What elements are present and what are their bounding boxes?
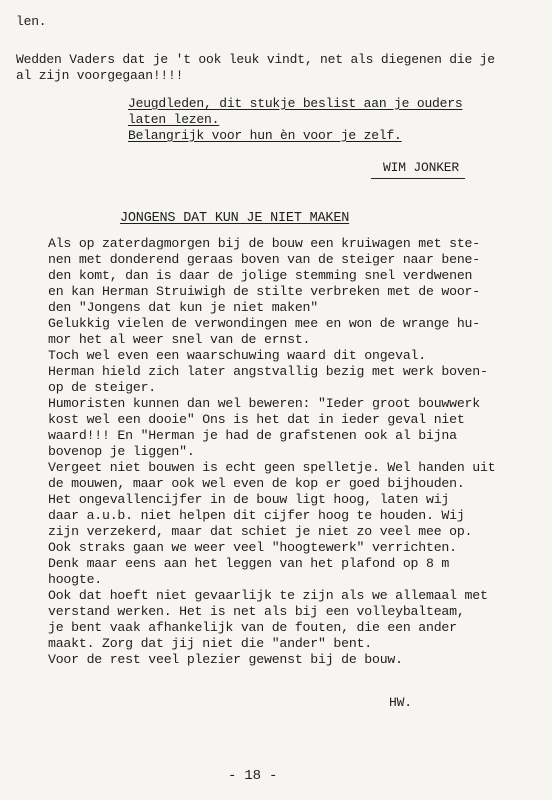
- article-line: bovenop je liggen".: [48, 444, 195, 459]
- article-line: nen met donderend geraas boven van de steiger naar bene-: [48, 252, 480, 267]
- article-line: Ook straks gaan we weer veel "hoogtewerk" verrichten.: [48, 540, 457, 555]
- article-line: op de steiger.: [48, 380, 156, 395]
- article-line: waard!!! En "Herman je had de grafstenen ook al bijna: [48, 428, 457, 443]
- top-line-2: Wedden Vaders dat je 't ook leuk vindt, net als diegenen die je: [16, 52, 495, 67]
- article-line: Voor de rest veel plezier gewenst bij de bouw.: [48, 652, 403, 667]
- article-line: den komt, dan is daar de jolige stemming snel verdwenen: [48, 268, 473, 283]
- article-line: Humoristen kunnen dan wel beweren: "Ieder groot bouwwerk: [48, 396, 480, 411]
- article-line: de mouwen, maar ook wel even de kop er goed bijhouden.: [48, 476, 465, 491]
- article-line: en kan Herman Struiwigh de stilte verbreken met de woor-: [48, 284, 480, 299]
- article-line: den "Jongens dat kun je niet maken": [48, 300, 318, 315]
- article-line: Toch wel even een waarschuwing waard dit ongeval.: [48, 348, 426, 363]
- article-line: Gelukkig vielen de verwondingen mee en won de wrange hu-: [48, 316, 480, 331]
- top-line-3: al zijn voorgegaan!!!!: [16, 68, 184, 83]
- notice-line-1: Jeugdleden, dit stukje beslist aan je ouders: [128, 96, 463, 111]
- article-line: zijn verzekerd, maar dat schiet je niet zo veel mee op.: [48, 524, 473, 539]
- signature-wim-jonker: WIM JONKER: [383, 160, 460, 175]
- article-line: kost wel een dooie" Ons is het dat in ieder geval niet: [48, 412, 465, 427]
- top-line-1: len.: [16, 14, 47, 29]
- article-line: daar a.u.b. niet helpen dit cijfer hoog te houden. Wij: [48, 508, 465, 523]
- article-title: JONGENS DAT KUN JE NIET MAKEN: [120, 211, 350, 226]
- article-line: Als op zaterdagmorgen bij de bouw een kruiwagen met ste-: [48, 236, 480, 251]
- article-line: verstand werken. Het is net als bij een volleybalteam,: [48, 604, 465, 619]
- article-line: je bent vaak afhankelijk van de fouten, die een ander: [48, 620, 457, 635]
- notice-line-3: Belangrijk voor hun èn voor je zelf.: [128, 128, 402, 143]
- article-line: maakt. Zorg dat jij niet die "ander" bent.: [48, 636, 372, 651]
- article-line: Ook dat hoeft niet gevaarlijk te zijn als we allemaal met: [48, 588, 488, 603]
- article-line: Vergeet niet bouwen is echt geen spelletje. Wel handen uit: [48, 460, 496, 475]
- signature-underline: [371, 178, 465, 179]
- article-line: Herman hield zich later angstvallig bezig met werk boven-: [48, 364, 488, 379]
- article-line: Denk maar eens aan het leggen van het plafond op 8 m: [48, 556, 450, 571]
- article-line: mor het al weer snel van de ernst.: [48, 332, 311, 347]
- article-line: Het ongevallencijfer in de bouw ligt hoog, laten wij: [48, 492, 450, 507]
- signature-hw: HW.: [389, 695, 412, 710]
- notice-line-2: laten lezen.: [128, 112, 220, 127]
- page-number: - 18 -: [228, 768, 278, 784]
- article-line: hoogte.: [48, 572, 102, 587]
